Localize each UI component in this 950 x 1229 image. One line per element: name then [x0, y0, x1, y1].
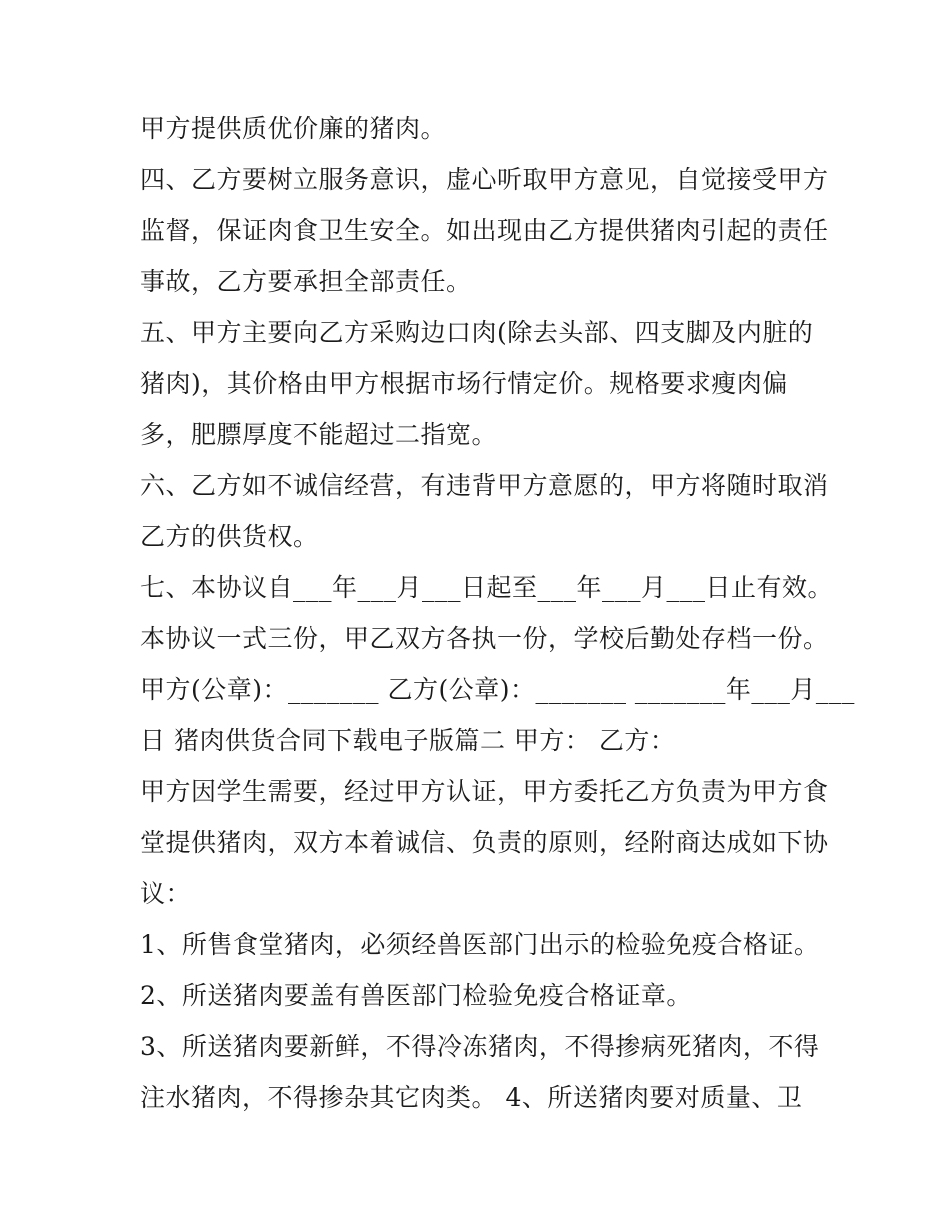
- text-line: 甲方因学生需要，经过甲方认证，甲方委托乙方负责为甲方食: [140, 777, 829, 806]
- text-line: 堂提供猪肉，双方本着诚信、负责的原则，经附商达成如下协: [140, 828, 829, 857]
- text-line: 3、所送猪肉要新鲜，不得冷冻猪肉，不得掺病死猪肉，不得: [140, 1032, 820, 1061]
- text-line: 1、所售食堂猪肉，必须经兽医部门出示的检验免疫合格证。: [140, 930, 820, 959]
- text-line: 日 猪肉供货合同下载电子版篇二 甲方： 乙方：: [140, 726, 676, 755]
- text-line: 2、所送猪肉要盖有兽医部门检验免疫合格证章。: [140, 981, 692, 1010]
- text-line: 五、甲方主要向乙方采购边口肉(除去头部、四支脚及内脏的: [140, 318, 814, 347]
- text-line: 议：: [140, 879, 192, 908]
- text-line: 四、乙方要树立服务意识，虚心听取甲方意见，自觉接受甲方: [140, 165, 829, 194]
- text-line: 乙方的供货权。: [140, 522, 319, 551]
- text-line: 六、乙方如不诚信经营，有违背甲方意愿的，甲方将随时取消: [140, 471, 829, 500]
- text-line: 甲方提供质优价廉的猪肉。: [140, 114, 447, 143]
- text-line: 猪肉)，其价格由甲方根据市场行情定价。规格要求瘦肉偏: [140, 369, 788, 398]
- text-line: 多，肥膘厚度不能超过二指宽。: [140, 420, 498, 449]
- text-line: 甲方(公章)：_______ 乙方(公章)：_______ _______年___月___: [140, 675, 855, 704]
- text-line: 事故，乙方要承担全部责任。: [140, 267, 472, 296]
- text-line: 本协议一式三份，甲乙双方各执一份，学校后勤处存档一份。: [140, 624, 829, 653]
- text-line: 监督，保证肉食卫生安全。如出现由乙方提供猪肉引起的责任: [140, 216, 829, 245]
- text-line: 七、本协议自___年___月___日起至___年___月___日止有效。: [140, 573, 834, 602]
- text-line: 注水猪肉，不得掺杂其它肉类。 4、所送猪肉要对质量、卫: [140, 1083, 803, 1112]
